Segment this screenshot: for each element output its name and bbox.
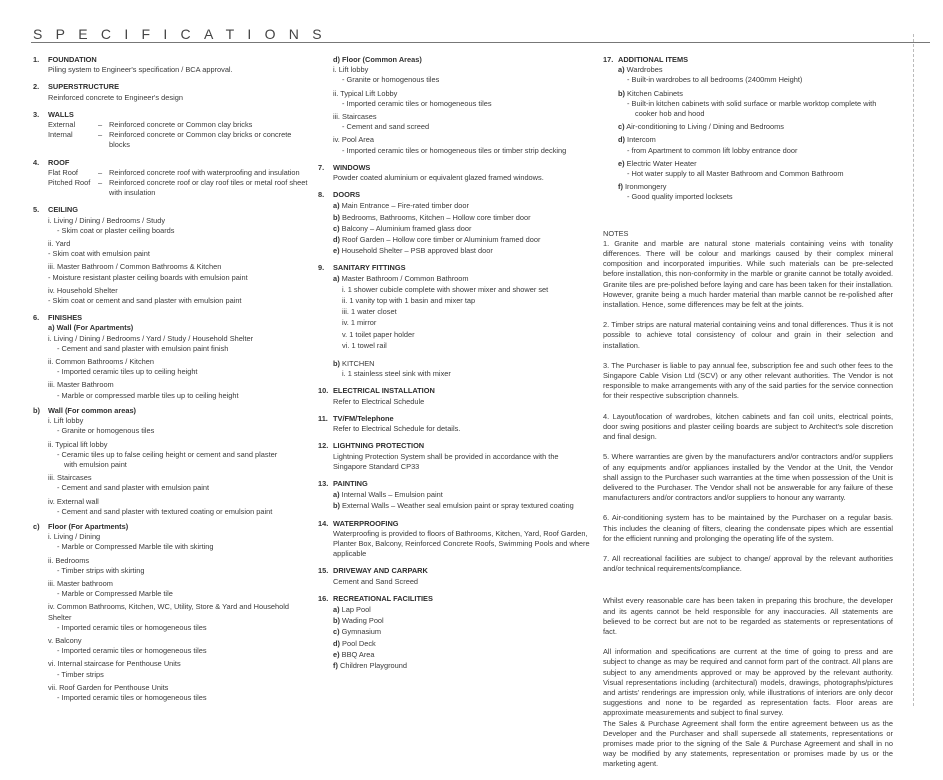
section-number: 10. (318, 386, 329, 396)
item-head: vii. Roof Garden for Penthouse Units (48, 682, 169, 692)
list-item (48, 239, 308, 259)
section-foundation (33, 55, 308, 75)
item-desc: - Imported ceramic tiles or homogeneous tiles (342, 98, 492, 108)
list-item (618, 89, 893, 120)
subsection-title: d) Floor (Common Areas) (333, 55, 422, 64)
section-text: Lightning Protection System shall be provided in accordance with the Singapore Standard CP33 (333, 451, 559, 471)
item-text: Balcony – Aluminium framed glass door (341, 223, 472, 233)
section-number: 2. (33, 82, 40, 92)
row-label: Pitched Roof (48, 178, 91, 188)
note-item: 4. Layout/location of wardrobes, kitchen cabinets and fan coil units, electrical points, door swing positions and plaster ceiling boards are subject to Architect's sole discretion and final design. (603, 411, 893, 442)
section-ceiling (33, 205, 308, 306)
item-letter: d) (333, 638, 340, 648)
list-item (618, 122, 893, 132)
item-text: Wading Pool (342, 616, 384, 626)
item-text: Roof Garden – Hollow core timber or Aluminium framed door (342, 235, 541, 245)
list-item (48, 579, 308, 599)
subsection-wall-common (33, 406, 308, 517)
item-desc: - Imported ceramic tiles up to ceiling height (57, 367, 198, 377)
note-item: 7. All recreational facilities are subject to change/ approval by the relevant authorities and/or technical requirements/compliance. (603, 553, 893, 574)
subsection-floor-common (318, 55, 593, 156)
list-item (333, 661, 593, 671)
subsection (333, 274, 593, 284)
item-letter: a) (333, 201, 340, 211)
item-desc: - Skim coat with emulsion paint (48, 249, 150, 259)
section-waterproofing (318, 519, 593, 560)
note-item: 3. The Purchaser is liable to pay annual fee, subscription fee and such other fees to the Singapore Cable Vision Ltd (SCV) or any other relevant authorities. The Vendor is not responsible to make arrangements with any of the said parties for the service connection for their respective subscription channels. (603, 360, 893, 401)
item-desc: - Skim coat or cement and sand plaster with emulsion paint (48, 296, 242, 306)
row-label: Flat Roof (48, 167, 78, 177)
item-letter: d) (618, 135, 625, 145)
row-sep: – (97, 178, 103, 188)
section-title: ADDITIONAL ITEMS (618, 55, 689, 64)
item-head: iii. Master Bathroom / Common Bathrooms & Kitchen (48, 262, 222, 272)
subsection-floor-apartments (33, 522, 308, 703)
list-item (48, 286, 308, 306)
disclaimer-text: The Sales & Purchase Agreement shall form the entire agreement between us as the Developer and the Purchaser and shall supersede all statements, representations or promises made prior to the signing of the Sale & Purchase Agreement and shall in no way be modified by any statements, representation or promises made by us or the marketing agent. (603, 718, 893, 769)
section-title: DRIVEWAY AND CARPARK (333, 566, 428, 576)
section-title: TV/FM/Telephone (333, 413, 394, 423)
item-desc: - Imported ceramic tiles or homogeneous tiles (57, 622, 207, 632)
section-title: PAINTING (333, 478, 368, 488)
item-head: iv. External wall (48, 496, 99, 506)
item-head: ii. Typical lift lobby (48, 439, 108, 449)
item-head: iii. Staircases (333, 112, 377, 122)
section-text: Cement and Sand Screed (333, 576, 419, 586)
item-head: iii. Master Bathroom (48, 380, 114, 390)
column-1 (33, 55, 308, 710)
list-item (618, 65, 893, 85)
item-text: External Walls – Weather seal emulsion paint or spray textured coating (342, 501, 574, 511)
item-text: Internal Walls – Emulsion paint (341, 490, 443, 500)
section-title: WALLS (48, 109, 74, 119)
section-title: ELECTRICAL INSTALLATION (333, 386, 435, 396)
item-head: ii. Common Bathrooms / Kitchen (48, 357, 154, 367)
section-driveway (318, 566, 593, 586)
section-finishes (33, 313, 308, 401)
section-number: 16. (318, 593, 329, 603)
item-letter: a) (333, 604, 340, 614)
section-sanitary (318, 263, 593, 379)
section-roof (33, 158, 308, 199)
section-text: Refer to Electrical Schedule (333, 396, 425, 406)
header-rule (31, 42, 930, 43)
section-title: CEILING (48, 205, 78, 215)
item-desc: - Hot water supply to all Master Bathroom and Common Bathroom (627, 169, 844, 179)
list-item (333, 201, 593, 211)
section-text: Powder coated aluminium or equivalent glazed framed windows. (333, 173, 544, 183)
list-item: ii. 1 vanity top with 1 basin and mixer tap (342, 296, 476, 306)
item-desc: - Cement and sand plaster with textured coating or emulsion paint (57, 506, 273, 516)
page-title: SPECIFICATIONS (33, 26, 335, 42)
row-value: Reinforced concrete or Common clay bricks or concrete blocks (109, 130, 292, 150)
section-number: 4. (33, 157, 40, 167)
section-electrical (318, 386, 593, 406)
section-title: ROOF (48, 157, 70, 167)
item-head: v. Balcony (48, 635, 82, 645)
list-item (333, 246, 593, 256)
section-number: 17. (603, 55, 614, 64)
item-desc: - from Apartment to common lift lobby entrance door (627, 145, 798, 155)
section-title: FOUNDATION (48, 55, 97, 64)
item-head: i. Living / Dining (48, 532, 101, 542)
section-doors (318, 190, 593, 256)
item-head: ii. Bedrooms (48, 555, 90, 565)
item-letter: d) (333, 235, 340, 245)
section-tv-fm-telephone (318, 414, 593, 434)
section-number: 15. (318, 566, 329, 576)
list-item (48, 659, 308, 679)
item-text: Household Shelter – PSB approved blast door (341, 246, 493, 256)
item-letter: f) (333, 660, 338, 670)
item-head: Air-conditioning to Living / Dining and Bedrooms (626, 122, 784, 132)
list-item: v. 1 toilet paper holder (342, 329, 415, 339)
item-desc: cooker hob and hood (635, 109, 705, 119)
item-desc: - Marble or Compressed Marble tile with skirting (57, 542, 214, 552)
spec-row (48, 178, 308, 198)
section-painting (318, 479, 593, 512)
row-value: Reinforced concrete roof or clay roof tiles or metal roof sheet with insulation (109, 178, 308, 198)
note-item: 5. Where warranties are given by the manufacturers and/or contractors and/or suppliers of any equipments and/or appliances installed by the Vendor at the Unit, the Vendor shall assign to the Purchaser such warranties at the time when possession of the Unit is delivered to the Purchaser. The Vendor shall not be answerable for any failure of these manufacturers and/or contractors and/or suppliers to honour any warranty. (603, 452, 893, 503)
list-item (618, 135, 893, 155)
row-value: Reinforced concrete or Common clay bricks (109, 120, 253, 130)
fold-line (913, 34, 914, 706)
item-text: Gymnasium (341, 627, 382, 637)
section-title: FINISHES (48, 313, 83, 323)
list-item: iii. 1 water closet (342, 307, 397, 317)
note-item: 6. Air-conditioning system has to be maintained by the Purchaser on a regular basis. This includes the cleaning of filters, clearing the condensate pipes which are essential for the efficient running and prolonging the operating life of the system. (603, 513, 893, 543)
item-desc: - Granite or homogenous tiles (57, 426, 155, 436)
item-head: Wardrobes (626, 65, 663, 75)
item-letter: b) (333, 212, 340, 222)
item-desc: - Marble or compressed marble tiles up to ceiling height (57, 390, 239, 400)
item-letter: f) (618, 182, 623, 192)
row-value: Reinforced concrete roof with waterproofing and insulation (109, 167, 300, 177)
item-letter: a) (618, 65, 625, 75)
notes (603, 229, 893, 575)
list-item (333, 235, 593, 245)
spec-row (48, 168, 308, 178)
section-text: Waterproofing is provided to floors of Bathrooms, Kitchen, Yard, Roof Garden, Planter Box, Balcony, Reinforced Concrete Roofs, Swimming Pools and where applicable (333, 528, 590, 559)
item-letter: a) (333, 273, 340, 283)
list-item (333, 224, 593, 234)
list-item (333, 650, 593, 660)
list-item: vi. 1 towel rail (342, 340, 387, 350)
list-item (48, 357, 308, 377)
item-desc: - Skim coat or plaster ceiling boards (57, 225, 175, 235)
item-letter: b) (333, 501, 340, 511)
note-item: 2. Timber strips are natural material containing veins and tonal differences. Thus it is not possible to achieve total consistency of colour and grain in their selection and installation. (603, 320, 893, 350)
list-item (333, 627, 593, 637)
item-head: Electric Water Heater (626, 158, 697, 168)
item-desc: - Built-in kitchen cabinets with solid surface or marble worktop complete with (627, 98, 877, 108)
item-head: i. Lift lobby (333, 65, 369, 75)
disclaimer-text: Whilst every reasonable care has been taken in preparing this brochure, the developer and its agents cannot be held responsible for any inaccuracies. All statements are believed to be correct but are not to be regarded as statements or representations of fact. (603, 596, 893, 636)
section-number: 9. (318, 263, 325, 273)
item-desc: - Timber strips with skirting (57, 565, 145, 575)
item-head: iv. Common Bathrooms, Kitchen, WC, Utility, Store & Yard and Household Shelter (48, 602, 289, 622)
list-item (618, 159, 893, 179)
row-label: External (48, 120, 76, 130)
row-sep: – (97, 130, 103, 140)
section-number: 12. (318, 441, 329, 451)
row-label: Internal (48, 130, 73, 140)
list-item (48, 683, 308, 703)
item-letter: b) (618, 88, 625, 98)
item-desc: - Imported ceramic tiles or homogeneous tiles or timber strip decking (342, 145, 567, 155)
list-item (333, 89, 593, 109)
section-number: 1. (33, 55, 40, 64)
item-desc: - Timber strips (57, 669, 104, 679)
item-head: Intercom (627, 135, 656, 145)
item-desc: - Imported ceramic tiles or homogeneous tiles (57, 692, 207, 702)
section-lightning (318, 441, 593, 472)
list-item (48, 262, 308, 282)
item-desc: - Good quality imported locksets (627, 192, 733, 202)
notes-title: NOTES (603, 228, 629, 238)
item-head: iii. Master bathroom (48, 578, 113, 588)
item-text: Bedrooms, Bathrooms, Kitchen – Hollow core timber door (342, 212, 531, 222)
item-head: iii. Staircases (48, 473, 92, 483)
item-text: BBQ Area (341, 649, 375, 659)
section-title: SUPERSTRUCTURE (48, 82, 120, 92)
section-number: 3. (33, 109, 40, 119)
item-head: Ironmongery (625, 182, 667, 192)
item-head: i. Lift lobby (48, 416, 84, 426)
section-windows (318, 163, 593, 183)
subsection-letter: c) (33, 521, 40, 531)
item-text: Pool Deck (342, 638, 376, 648)
section-additional-items (603, 55, 893, 203)
item-letter: b) (333, 616, 340, 626)
item-letter: e) (618, 158, 625, 168)
section-superstructure (33, 82, 308, 102)
spec-row (48, 130, 308, 150)
item-letter: e) (333, 246, 340, 256)
list-item (333, 65, 593, 85)
item-text: Main Entrance – Fire-rated timber door (341, 201, 469, 211)
list-item (48, 334, 308, 354)
item-letter: a) (333, 490, 340, 500)
list-item (333, 639, 593, 649)
list-item (333, 490, 593, 500)
item-desc: - Marble or Compressed Marble tile (57, 589, 173, 599)
row-sep: – (97, 167, 103, 177)
section-title: RECREATIONAL FACILITIES (333, 593, 433, 603)
item-desc: - Cement and sand screed (342, 122, 430, 132)
section-number: 5. (33, 205, 40, 215)
list-item: i. 1 stainless steel sink with mixer (342, 369, 451, 379)
subsection-title: a) Wall (For Apartments) (48, 323, 134, 333)
item-desc: - Imported ceramic tiles or homogeneous tiles (57, 646, 207, 656)
item-desc: with emulsion paint (64, 459, 127, 469)
section-title: SANITARY FITTINGS (333, 263, 406, 273)
section-number: 11. (318, 413, 328, 423)
list-item (333, 135, 593, 155)
list-item (48, 532, 308, 552)
item-head: i. Living / Dining / Bedrooms / Study (48, 215, 166, 225)
item-head: Kitchen Cabinets (627, 88, 683, 98)
list-item (48, 416, 308, 436)
item-letter: c) (333, 223, 340, 233)
item-head: iv. Household Shelter (48, 285, 118, 295)
section-title: WINDOWS (333, 162, 371, 172)
subsection-title: Floor (For Apartments) (48, 521, 129, 531)
disclaimer-text: All information and specifications are current at the time of going to press and are subject to change as may be required and cannot form part of the contract. All plans are subject to any amendments approved or may be approved by the relevant authority. Visual representations including (architectural) models, drawings, photographs/pictures and artists' renderings are impression only, while illustrations of interiors are only decor suggestions and none to be regarded as representation facts. Floor areas are approximate measurements and subject to final survey. (603, 647, 893, 718)
list-item (48, 216, 308, 236)
list-item (48, 497, 308, 517)
section-text: Piling system to Engineer's specification / BCA approval. (48, 65, 233, 75)
list-item (48, 473, 308, 493)
item-letter: c) (618, 122, 625, 132)
item-letter: b) (333, 359, 340, 369)
list-item: i. 1 shower cubicle complete with shower mixer and shower set (342, 284, 549, 294)
item-head: iv. Pool Area (333, 135, 374, 145)
section-number: 6. (33, 313, 40, 323)
item-text: Lap Pool (341, 604, 371, 614)
item-desc: - Ceramic tiles up to false ceiling height or cement and sand plaster (57, 449, 278, 459)
item-head: vi. Internal staircase for Penthouse Units (48, 659, 181, 669)
item-desc: - Cement and sand plaster with emulsion paint (57, 483, 209, 493)
section-title: LIGHTNING PROTECTION (333, 441, 425, 451)
list-item: iv. 1 mirror (342, 318, 377, 328)
list-item (48, 602, 308, 633)
row-sep: – (97, 120, 103, 130)
item-letter: c) (333, 627, 340, 637)
item-desc: - Moisture resistant plaster ceiling boards with emulsion paint (48, 272, 248, 282)
column-2 (318, 55, 593, 678)
item-head: ii. Typical Lift Lobby (333, 88, 398, 98)
item-text: Children Playground (340, 660, 407, 670)
section-number: 13. (318, 478, 329, 488)
subsection (333, 359, 593, 369)
section-walls (33, 110, 308, 151)
list-item (618, 182, 893, 202)
section-number: 7. (318, 162, 325, 172)
list-item (333, 112, 593, 132)
subsection-title: KITCHEN (342, 359, 375, 369)
subsection-letter: b) (33, 405, 40, 415)
list-item (333, 213, 593, 223)
section-recreational (318, 594, 593, 671)
item-head: i. Living / Dining / Bedrooms / Yard / Study / Household Shelter (48, 333, 254, 343)
list-item (48, 556, 308, 576)
column-3 (603, 55, 893, 780)
subsection-title: Wall (For common areas) (48, 405, 137, 415)
note-item: 1. Granite and marble are natural stone materials containing veins with tonality differences. There will be colour and markings caused by their complex mineral composition and incorporated impurities. While such materials can be pre-selected before installation, this non-conformity in the marble or granite cannot be totally avoided. Granite tiles are pre-polished before laying and care has been taken for their installation. However, granite being a much harder material than marble cannot be re-polished after installation. Hence, some differences may be felt at the joints. (603, 238, 893, 310)
section-number: 14. (318, 518, 329, 528)
list-item (48, 636, 308, 656)
spacer (603, 584, 893, 596)
list-item (333, 616, 593, 626)
list-item (333, 605, 593, 615)
item-desc: - Built-in wardrobes to all bedrooms (2400mm Height) (627, 75, 803, 85)
item-letter: e) (333, 649, 340, 659)
item-head: ii. Yard (48, 239, 71, 249)
section-number: 8. (318, 190, 325, 200)
section-text: Reinforced concrete to Engineer's design (48, 92, 183, 102)
spec-row (48, 120, 308, 130)
list-item (48, 440, 308, 471)
section-text: Refer to Electrical Schedule for details. (333, 424, 461, 434)
item-desc: - Granite or homogenous tiles (342, 75, 440, 85)
subsection-title: Master Bathroom / Common Bathroom (341, 273, 469, 283)
item-desc: - Cement and sand plaster with emulsion paint finish (57, 343, 229, 353)
list-item (333, 501, 593, 511)
section-title: DOORS (333, 190, 361, 200)
section-title: WATERPROOFING (333, 518, 399, 528)
list-item (48, 380, 308, 400)
